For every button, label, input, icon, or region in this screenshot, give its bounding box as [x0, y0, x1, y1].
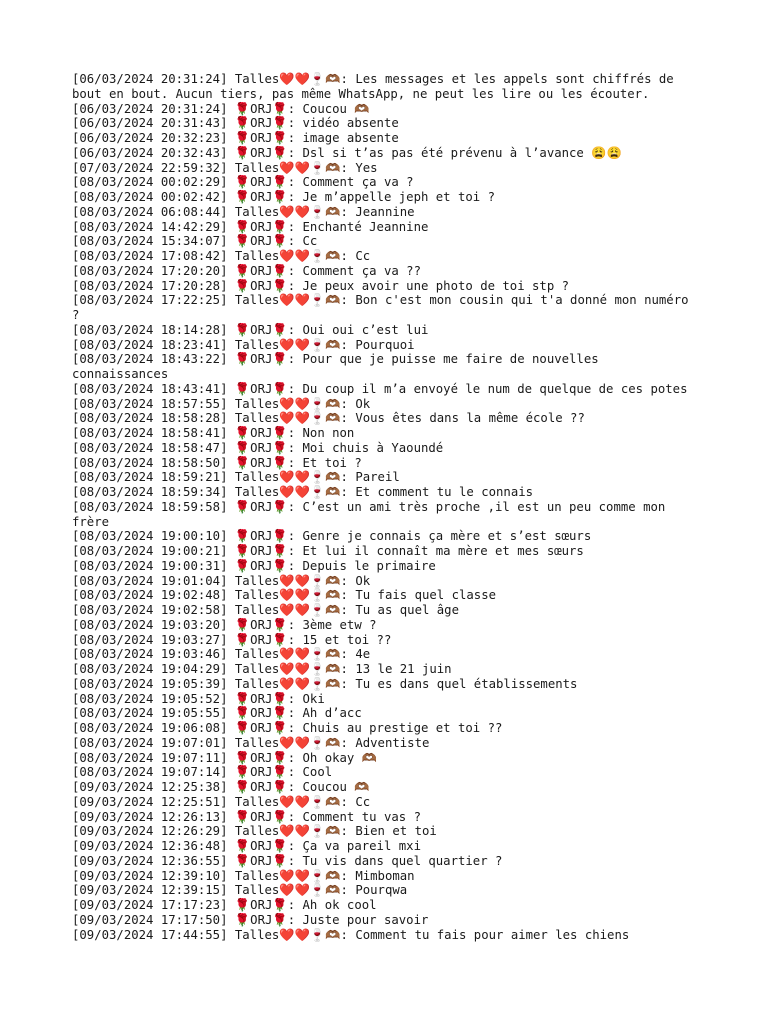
chat-message-line: [09/03/2024 17:17:50] 🌹ORJ🌹: Juste pour savoir — [72, 912, 429, 927]
chat-message-line: [08/03/2024 18:59:34] Talles❤️❤️🍷🫶🏾: Et comment tu le connais — [72, 485, 534, 499]
chat-message-line: [08/03/2024 19:05:39] Talles❤️❤️🍷🫶🏾: Tu es dans quel établissements — [72, 676, 578, 691]
chat-message-line: [06/03/2024 20:32:43] 🌹ORJ🌹: Dsl si t’as pas été prévenu à l’avance 😩😩 — [72, 145, 622, 160]
chat-message-line: [08/03/2024 19:07:14] 🌹ORJ🌹: Cool — [72, 765, 333, 780]
chat-message-line: [08/03/2024 19:03:20] 🌹ORJ🌹: 3ème etw ? — [72, 617, 377, 632]
chat-message-line: [08/03/2024 18:59:58] 🌹ORJ🌹: C’est un ami très proche ,il est un peu comme mon frère — [72, 499, 673, 529]
chat-message-line: [09/03/2024 12:36:55] 🌹ORJ🌹: Tu vis dans quel quartier ? — [72, 853, 503, 868]
chat-message-line: [08/03/2024 18:14:28] 🌹ORJ🌹: Oui oui c’est lui — [72, 322, 429, 337]
chat-message-line: [09/03/2024 12:26:13] 🌹ORJ🌹: Comment tu vas ? — [72, 809, 421, 824]
chat-message-line: [08/03/2024 19:05:52] 🌹ORJ🌹: Oki — [72, 691, 325, 706]
chat-message-line: [08/03/2024 18:43:41] 🌹ORJ🌹: Du coup il m’a envoyé le num de quelque de ces potes — [72, 381, 688, 396]
chat-message-line: [09/03/2024 17:44:55] Talles❤️❤️🍷🫶🏾: Comment tu fais pour aimer les chiens — [72, 927, 630, 942]
chat-message-line: [08/03/2024 18:59:21] Talles❤️❤️🍷🫶🏾: Pareil — [72, 470, 400, 485]
chat-message-line: [08/03/2024 18:58:50] 🌹ORJ🌹: Et toi ? — [72, 455, 362, 470]
chat-message-line: [06/03/2024 20:31:24] 🌹ORJ🌹: Coucou 🫶🏾 — [72, 101, 370, 116]
chat-message-line: [07/03/2024 22:59:32] Talles❤️❤️🍷🫶🏾: Yes — [72, 160, 378, 175]
chat-message-line: [08/03/2024 19:06:08] 🌹ORJ🌹: Chuis au prestige et toi ?? — [72, 721, 503, 735]
chat-message-line: [08/03/2024 19:07:11] 🌹ORJ🌹: Oh okay 🫶🏾 — [72, 750, 378, 765]
chat-message-line: [06/03/2024 20:32:23] 🌹ORJ🌹: image absente — [72, 131, 399, 145]
chat-message-line: [08/03/2024 19:00:21] 🌹ORJ🌹: Et lui il connaît ma mère et mes sœurs — [72, 544, 584, 558]
chat-message-line: [08/03/2024 19:03:27] 🌹ORJ🌹: 15 et toi ?? — [72, 632, 392, 647]
chat-message-line: [08/03/2024 19:02:58] Talles❤️❤️🍷🫶🏾: Tu as quel âge — [72, 603, 459, 617]
chat-message-line: [09/03/2024 12:26:29] Talles❤️❤️🍷🫶🏾: Bien et toi — [72, 824, 437, 839]
chat-message-line: [08/03/2024 15:34:07] 🌹ORJ🌹: Cc — [72, 234, 318, 249]
chat-message-line: [08/03/2024 18:23:41] Talles❤️❤️🍷🫶🏾: Pourquoi — [72, 337, 415, 352]
chat-message-line: [08/03/2024 18:58:41] 🌹ORJ🌹: Non non — [72, 426, 355, 440]
chat-transcript — [72, 72, 702, 942]
chat-message-line: [08/03/2024 18:58:28] Talles❤️❤️🍷🫶🏾: Vous êtes dans la même école ?? — [72, 411, 585, 426]
chat-message-line: [08/03/2024 00:02:29] 🌹ORJ🌹: Comment ça va ? — [72, 175, 414, 190]
chat-message-line: [06/03/2024 20:31:43] 🌹ORJ🌹: vidéo absente — [72, 116, 399, 131]
chat-message-line: [08/03/2024 19:07:01] Talles❤️❤️🍷🫶🏾: Adventiste — [72, 735, 430, 750]
chat-message-line: [09/03/2024 12:25:38] 🌹ORJ🌹: Coucou 🫶🏾 — [72, 780, 370, 794]
chat-message-line: [08/03/2024 17:20:20] 🌹ORJ🌹: Comment ça va ?? — [72, 263, 421, 278]
chat-message-line: [08/03/2024 06:08:44] Talles❤️❤️🍷🫶🏾: Jeannine — [72, 204, 415, 219]
chat-message-line: [08/03/2024 00:02:42] 🌹ORJ🌹: Je m’appelle jeph et toi ? — [72, 190, 495, 204]
chat-message-line: [08/03/2024 17:20:28] 🌹ORJ🌹: Je peux avoir une photo de toi stp ? — [72, 278, 570, 293]
chat-message-line: [09/03/2024 12:39:10] Talles❤️❤️🍷🫶🏾: Mimboman — [72, 868, 415, 883]
chat-message-line: [09/03/2024 12:36:48] 🌹ORJ🌹: Ça va pareil mxi — [72, 839, 421, 853]
chat-message-line: [08/03/2024 18:58:47] 🌹ORJ🌹: Moi chuis à Yaoundé — [72, 440, 444, 455]
chat-message-line: [08/03/2024 19:04:29] Talles❤️❤️🍷🫶🏾: 13 le 21 juin — [72, 662, 452, 676]
chat-message-line: [08/03/2024 18:57:55] Talles❤️❤️🍷🫶🏾: Ok — [72, 396, 371, 411]
chat-message-line: [08/03/2024 19:01:04] Talles❤️❤️🍷🫶🏾: Ok — [72, 573, 371, 588]
chat-message-line: [08/03/2024 17:22:25] Talles❤️❤️🍷🫶🏾: Bon c'est mon cousin qui t'a donné mon numéro ? — [72, 293, 696, 322]
chat-message-line: [08/03/2024 14:42:29] 🌹ORJ🌹: Enchanté Jeannine — [72, 219, 429, 234]
chat-message-line: [08/03/2024 19:05:55] 🌹ORJ🌹: Ah d’acc — [72, 706, 362, 721]
chat-message-line: [08/03/2024 18:43:22] 🌹ORJ🌹: Pour que je puisse me faire de nouvelles connaissances — [72, 352, 607, 381]
chat-message-line: [09/03/2024 17:17:23] 🌹ORJ🌹: Ah ok cool — [72, 898, 377, 912]
chat-message-line: [08/03/2024 19:00:10] 🌹ORJ🌹: Genre je connais ça mère et s’est sœurs — [72, 529, 592, 544]
chat-message-line: [08/03/2024 19:03:46] Talles❤️❤️🍷🫶🏾: 4e — [72, 647, 371, 662]
chat-message-line: [09/03/2024 12:25:51] Talles❤️❤️🍷🫶🏾: Cc — [72, 794, 371, 809]
chat-message-line: [08/03/2024 19:02:48] Talles❤️❤️🍷🫶🏾: Tu fais quel classe — [72, 588, 497, 603]
chat-message-line: [06/03/2024 20:31:24] Talles❤️❤️🍷🫶🏾: Les messages et les appels sont chiffrés de bout en bout. Aucun tiers, pas même WhatsApp, ne peut les lire ou les écouter. — [72, 72, 682, 101]
chat-message-line: [08/03/2024 19:00:31] 🌹ORJ🌹: Depuis le primaire — [72, 558, 436, 573]
chat-message-line: [09/03/2024 12:39:15] Talles❤️❤️🍷🫶🏾: Pourqwa — [72, 883, 408, 898]
chat-message-line: [08/03/2024 17:08:42] Talles❤️❤️🍷🫶🏾: Cc — [72, 249, 371, 263]
